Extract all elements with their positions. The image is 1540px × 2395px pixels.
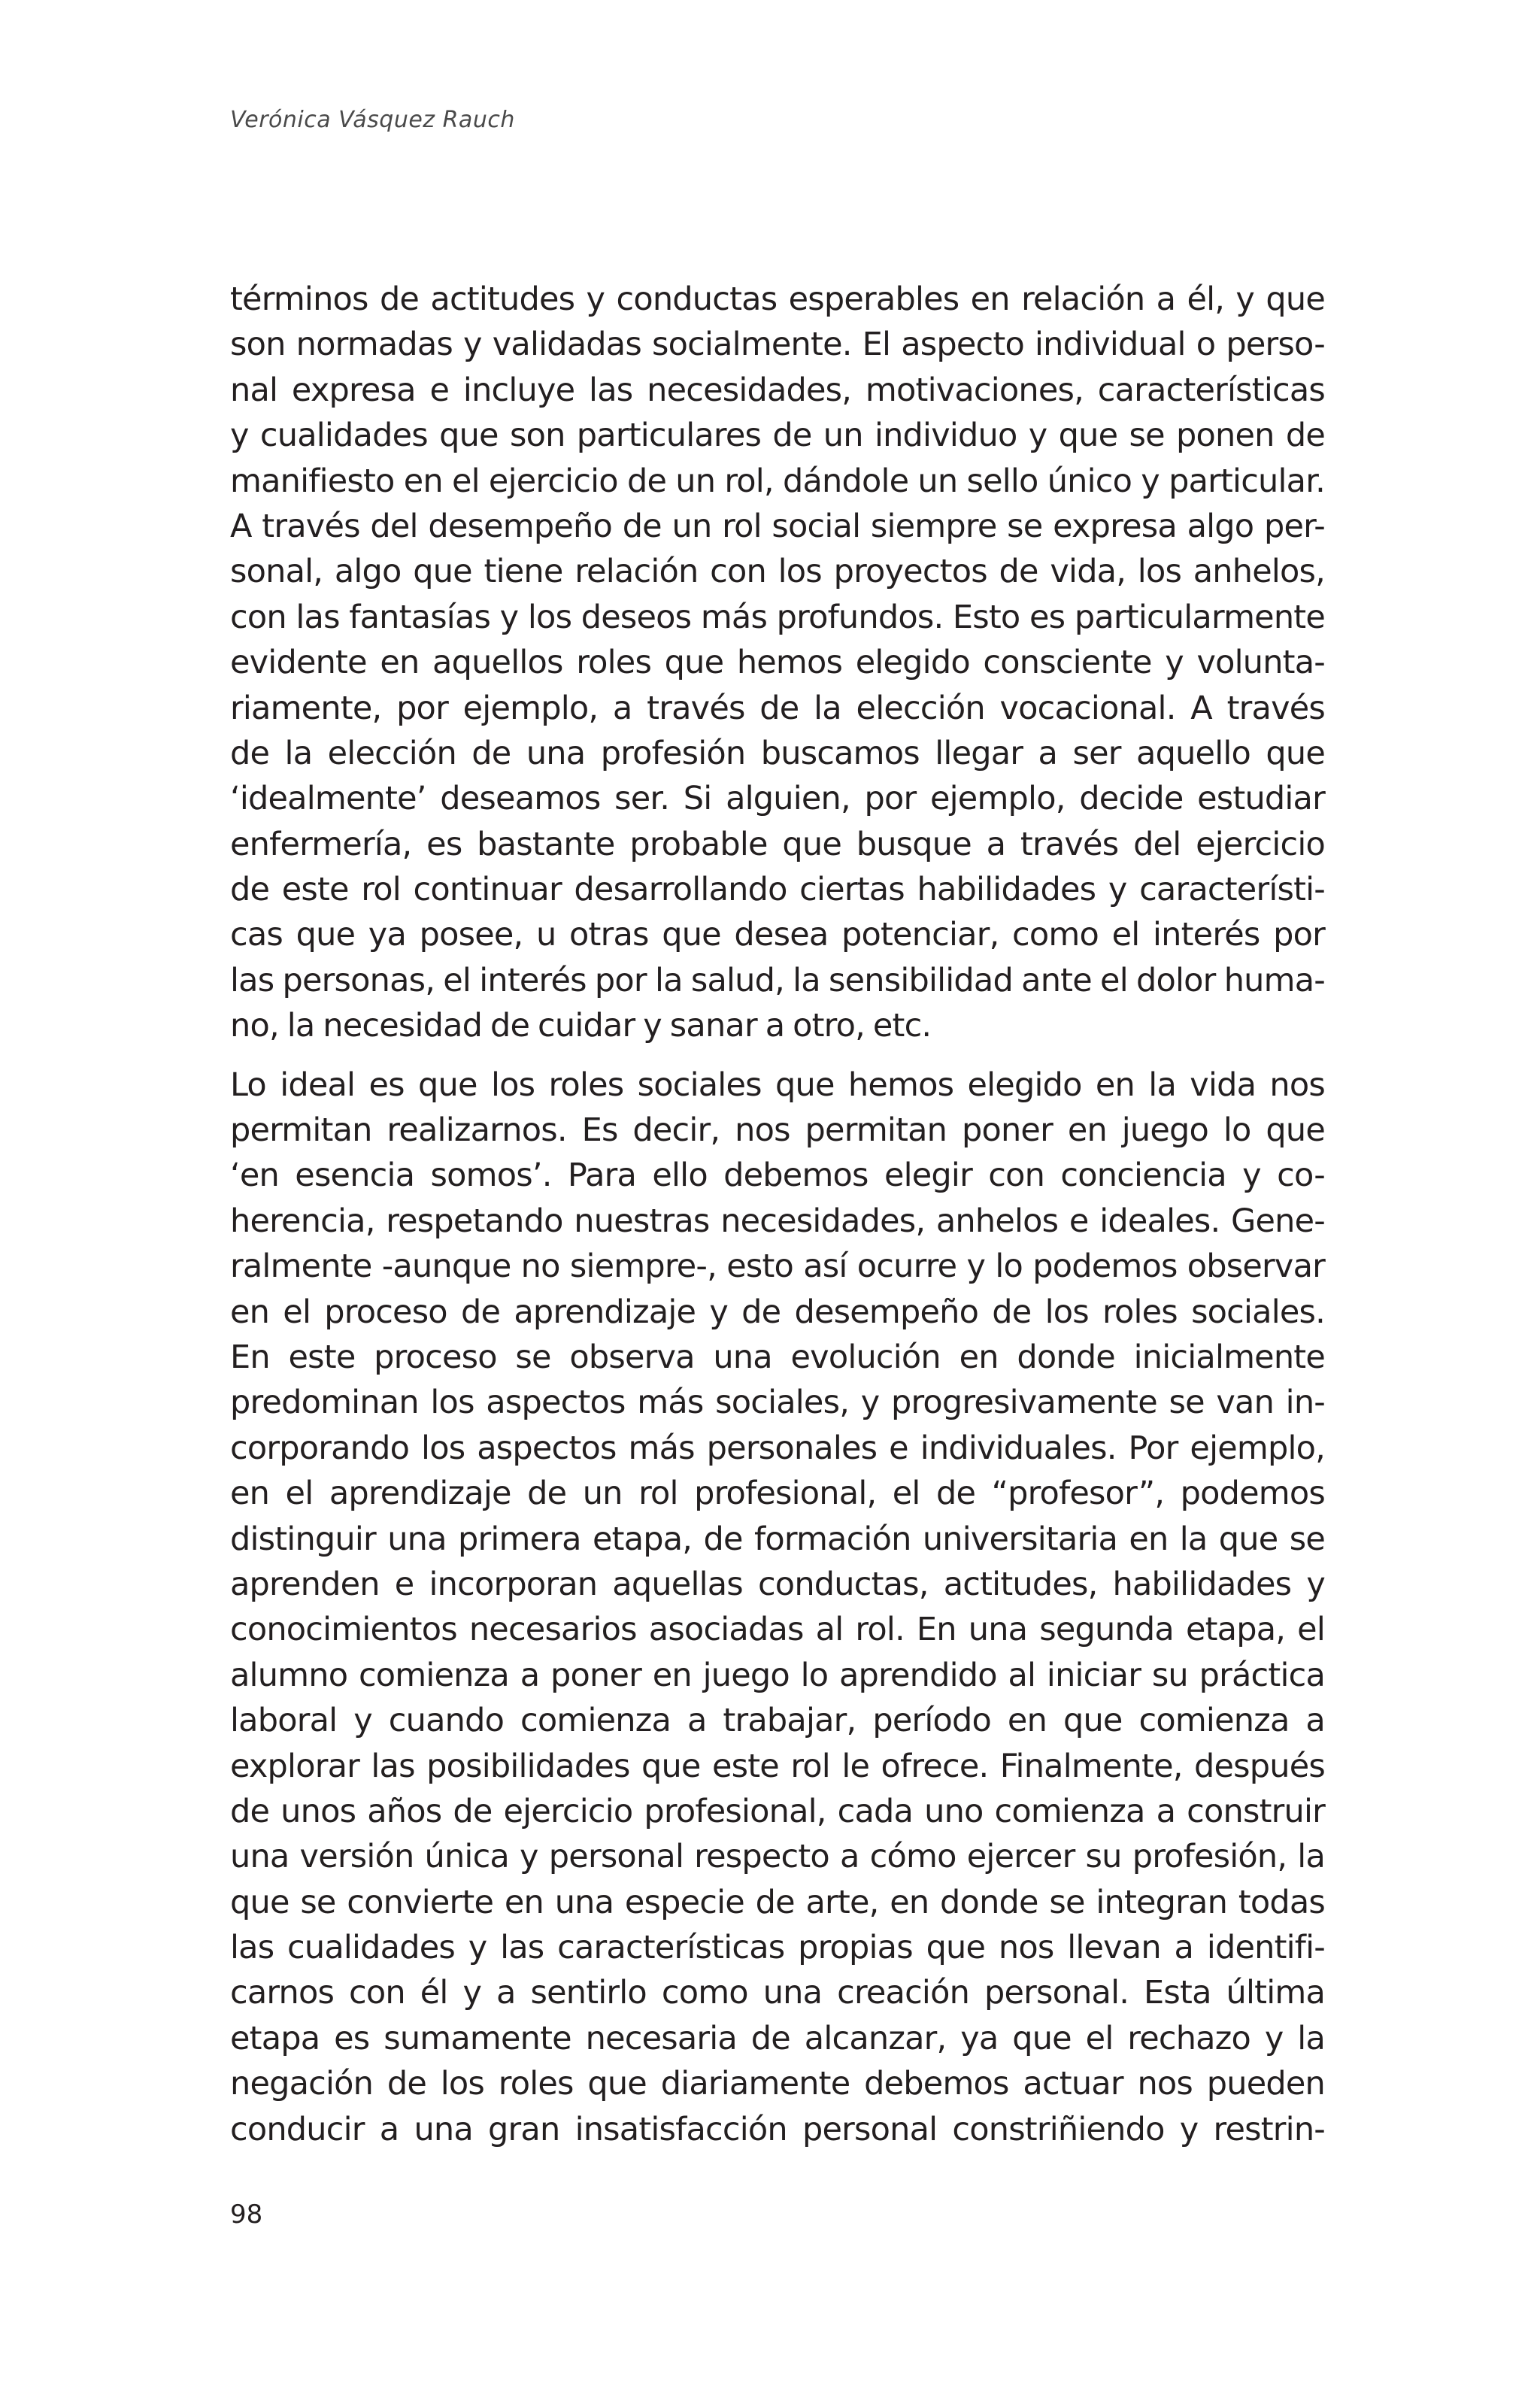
text-line: Lo ideal es que los roles sociales que hemos elegido en la vida nos xyxy=(230,1066,1325,1104)
body-text xyxy=(230,277,1325,2152)
text-line: de la elección de una profesión buscamos llegar a ser aquello que xyxy=(230,734,1325,772)
text-line: nal expresa e incluye las necesidades, motivaciones, características xyxy=(230,371,1325,409)
text-line: que se convierte en una especie de arte, en donde se integran todas xyxy=(230,1883,1325,1921)
text-line: manifiesto en el ejercicio de un rol, dándole un sello único y particular. xyxy=(230,462,1325,500)
text-line: y cualidades que son particulares de un individuo y que se ponen de xyxy=(230,417,1325,455)
text-line: permitan realizarnos. Es decir, nos permitan poner en juego lo que xyxy=(230,1111,1325,1150)
text-line: laboral y cuando comienza a trabajar, período en que comienza a xyxy=(230,1702,1325,1740)
text-line: en el proceso de aprendizaje y de desempeño de los roles sociales. xyxy=(230,1293,1325,1331)
text-line: herencia, respetando nuestras necesidades, anhelos e ideales. Gene- xyxy=(230,1202,1325,1240)
text-line: las personas, el interés por la salud, la sensibilidad ante el dolor huma- xyxy=(230,961,1325,999)
text-line: con las fantasías y los deseos más profundos. Esto es particularmente xyxy=(230,598,1325,636)
text-line: las cualidades y las características propias que nos llevan a identifi- xyxy=(230,1929,1325,1967)
text-line: no, la necesidad de cuidar y sanar a otro, etc. xyxy=(230,1007,932,1045)
text-line: negación de los roles que diariamente debemos actuar nos pueden xyxy=(230,2065,1325,2103)
text-line: alumno comienza a poner en juego lo aprendido al iniciar su práctica xyxy=(230,1656,1325,1694)
text-line: riamente, por ejemplo, a través de la elección vocacional. A través xyxy=(230,689,1325,727)
text-line: predominan los aspectos más sociales, y progresivamente se van in- xyxy=(230,1384,1325,1422)
text-line: En este proceso se observa una evolución en donde inicialmente xyxy=(230,1338,1325,1376)
text-line: A través del desempeño de un rol social siempre se expresa algo per- xyxy=(230,507,1325,545)
running-header-author: Verónica Vásquez Rauch xyxy=(230,107,515,133)
paragraph-2 xyxy=(230,1063,1325,2152)
text-line: cas que ya posee, u otras que desea potenciar, como el interés por xyxy=(230,916,1325,954)
text-line: son normadas y validadas socialmente. El aspecto individual o perso- xyxy=(230,326,1325,364)
text-line: sonal, algo que tiene relación con los proyectos de vida, los anhelos, xyxy=(230,553,1325,591)
text-line: ‘en esencia somos’. Para ello debemos elegir con conciencia y co- xyxy=(230,1157,1325,1195)
text-line: una versión única y personal respecto a cómo ejercer su profesión, la xyxy=(230,1838,1325,1876)
text-line: conducir a una gran insatisfacción personal constriñiendo y restrin- xyxy=(230,2110,1325,2148)
text-line: ‘idealmente’ deseamos ser. Si alguien, por ejemplo, decide estudiar xyxy=(230,780,1325,818)
text-line: ralmente -aunque no siempre-, esto así ocurre y lo podemos observar xyxy=(230,1248,1325,1286)
text-line: de unos años de ejercicio profesional, cada uno comienza a construir xyxy=(230,1792,1325,1830)
page-number: 98 xyxy=(230,2199,263,2230)
paragraph-1 xyxy=(230,277,1325,1049)
text-line: evidente en aquellos roles que hemos elegido consciente y volunta- xyxy=(230,644,1325,682)
text-line: en el aprendizaje de un rol profesional, el de “profesor”, podemos xyxy=(230,1475,1325,1513)
text-line: carnos con él y a sentirlo como una creación personal. Esta última xyxy=(230,1974,1325,2012)
text-line: de este rol continuar desarrollando ciertas habilidades y característi- xyxy=(230,871,1325,909)
text-line: etapa es sumamente necesaria de alcanzar, ya que el rechazo y la xyxy=(230,2019,1325,2057)
text-line: aprenden e incorporan aquellas conductas, actitudes, habilidades y xyxy=(230,1565,1325,1603)
text-line: explorar las posibilidades que este rol le ofrece. Finalmente, después xyxy=(230,1747,1325,1785)
text-line: distinguir una primera etapa, de formación universitaria en la que se xyxy=(230,1520,1325,1558)
text-line: enfermería, es bastante probable que busque a través del ejercicio xyxy=(230,825,1325,863)
text-line: corporando los aspectos más personales e individuales. Por ejemplo, xyxy=(230,1429,1325,1467)
text-line: términos de actitudes y conductas esperables en relación a él, y que xyxy=(230,280,1325,318)
text-line: conocimientos necesarios asociadas al rol. En una segunda etapa, el xyxy=(230,1611,1325,1649)
